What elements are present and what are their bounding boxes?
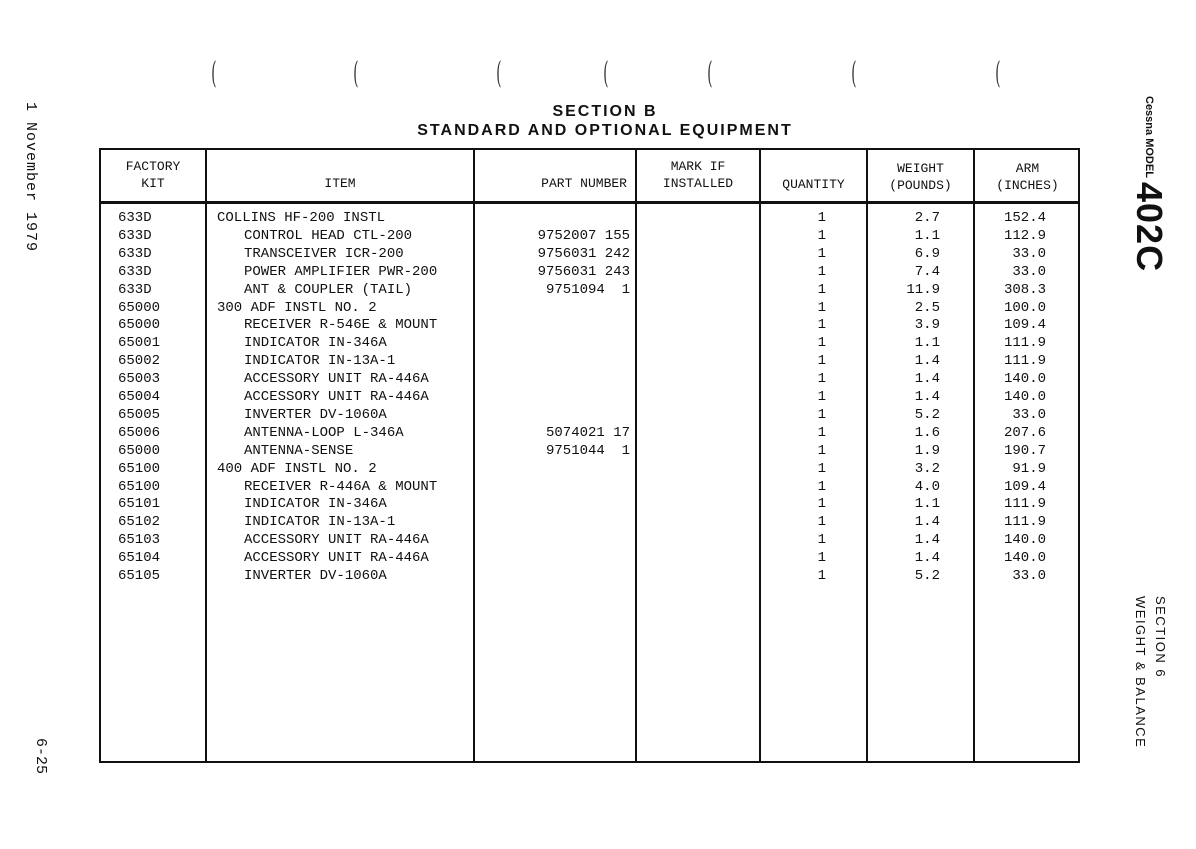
- cell-item: INVERTER DV-1060A: [244, 568, 387, 584]
- cell-weight: 1.1: [914, 227, 940, 244]
- cell-quantity: 1: [817, 371, 826, 388]
- cell-weight: 1.4: [914, 532, 940, 549]
- cell-weight: 5.2: [914, 406, 940, 423]
- cell-quantity: 1: [817, 424, 826, 441]
- cell-item: INDICATOR IN-13A-1: [244, 514, 396, 531]
- cell-arm: 111.9: [1003, 514, 1046, 531]
- header-mark-if-installed: MARK IF INSTALLED: [662, 159, 734, 191]
- cell-quantity: 1: [817, 281, 826, 298]
- cell-quantity: 1: [817, 478, 826, 495]
- cell-factory-kit: 65100: [118, 460, 161, 477]
- cell-part-number: 9751044 1: [545, 442, 630, 459]
- cell-weight: 2.7: [914, 210, 940, 226]
- cell-weight: 1.4: [914, 514, 940, 531]
- cell-item: INVERTER DV-1060A: [244, 406, 387, 423]
- cell-item: TRANSCEIVER ICR-200: [244, 245, 404, 262]
- cell-quantity: 1: [817, 245, 826, 262]
- cell-arm: 100.0: [1003, 299, 1046, 316]
- section-side-label: [1130, 596, 1170, 748]
- cell-item: RECEIVER R-446A & MOUNT: [244, 478, 438, 495]
- binder-mark: (: [496, 56, 502, 91]
- cell-item: ACCESSORY UNIT RA-446A: [244, 550, 429, 567]
- cell-item: ACCESSORY UNIT RA-446A: [244, 532, 429, 549]
- cell-arm: 111.9: [1003, 335, 1046, 352]
- page-title: STANDARD AND OPTIONAL EQUIPMENT: [417, 122, 793, 139]
- cell-quantity: 1: [817, 550, 826, 567]
- cell-weight: 1.6: [914, 424, 940, 441]
- cell-item: ANTENNA-SENSE: [244, 442, 354, 459]
- cell-arm: 140.0: [1003, 371, 1046, 388]
- cell-factory-kit: 633D: [118, 281, 152, 298]
- cell-weight: 1.1: [914, 496, 940, 513]
- cell-arm: 308.3: [1003, 281, 1046, 298]
- cell-item: ACCESSORY UNIT RA-446A: [244, 371, 429, 388]
- cell-factory-kit: 65105: [118, 568, 161, 584]
- cell-arm: 207.6: [1003, 424, 1046, 441]
- cell-arm: 190.7: [1003, 442, 1046, 459]
- cell-arm: 33.0: [1012, 245, 1046, 262]
- cell-part-number: 5074021 17: [545, 424, 630, 441]
- cell-item: INDICATOR IN-13A-1: [244, 353, 396, 370]
- cell-item: RECEIVER R-546E & MOUNT: [244, 317, 438, 334]
- cell-item: ANT & COUPLER (TAIL): [244, 281, 413, 298]
- cell-arm: 91.9: [1012, 460, 1046, 477]
- header-divider: [99, 201, 1080, 204]
- header-arm: ARM (INCHES): [996, 161, 1059, 193]
- cell-item: 400 ADF INSTL NO. 2: [217, 460, 377, 477]
- cell-weight: 1.1: [914, 335, 940, 352]
- cell-quantity: 1: [817, 335, 826, 352]
- cell-item: ANTENNA-LOOP L-346A: [244, 424, 404, 441]
- binder-mark: (: [851, 56, 857, 91]
- cell-factory-kit: 65102: [118, 514, 161, 531]
- section-side-number: SECTION 6: [1153, 596, 1168, 679]
- cell-quantity: 1: [817, 227, 826, 244]
- cell-weight: 3.2: [914, 460, 940, 477]
- cell-factory-kit: 65104: [118, 550, 161, 567]
- cell-factory-kit: 65000: [118, 299, 161, 316]
- cell-arm: 109.4: [1003, 317, 1046, 334]
- cell-quantity: 1: [817, 406, 826, 423]
- cell-arm: 33.0: [1012, 568, 1046, 584]
- cell-quantity: 1: [817, 568, 826, 584]
- issue-date: 1 November 1979: [22, 102, 39, 253]
- cell-arm: 111.9: [1003, 496, 1046, 513]
- header-factory-kit: FACTORY KIT: [125, 159, 181, 191]
- cell-arm: 140.0: [1003, 532, 1046, 549]
- cell-factory-kit: 65000: [118, 442, 161, 459]
- cell-quantity: 1: [817, 299, 826, 316]
- cell-item: ACCESSORY UNIT RA-446A: [244, 389, 429, 405]
- cell-arm: 33.0: [1012, 406, 1046, 423]
- cell-quantity: 1: [817, 353, 826, 370]
- cell-factory-kit: 65004: [118, 389, 161, 405]
- cell-quantity: 1: [817, 532, 826, 549]
- cell-quantity: 1: [817, 317, 826, 334]
- cell-quantity: 1: [817, 389, 826, 405]
- cell-item: INDICATOR IN-346A: [244, 496, 387, 513]
- cell-weight: 3.9: [914, 317, 940, 334]
- section-side-name: WEIGHT & BALANCE: [1133, 596, 1148, 749]
- cell-weight: 1.4: [914, 550, 940, 567]
- cell-weight: 2.5: [914, 299, 940, 316]
- binder-mark: (: [353, 56, 359, 91]
- cell-part-number: 9756031 243: [537, 263, 630, 280]
- cell-item: CONTROL HEAD CTL-200: [244, 227, 413, 244]
- cell-quantity: 1: [817, 442, 826, 459]
- cell-factory-kit: 633D: [118, 210, 152, 226]
- brand-label: Cessna MODEL: [1143, 96, 1155, 178]
- cell-factory-kit: 65001: [118, 335, 161, 352]
- cell-part-number: 9751094 1: [545, 281, 630, 298]
- cell-weight: 7.4: [914, 263, 940, 280]
- cell-weight: 5.2: [914, 568, 940, 584]
- cell-factory-kit: 65003: [118, 371, 161, 388]
- column-divider: [205, 148, 207, 763]
- header-part-number: PART NUMBER: [541, 176, 627, 191]
- cell-quantity: 1: [817, 210, 826, 226]
- cell-arm: 112.9: [1003, 227, 1046, 244]
- cell-arm: 140.0: [1003, 389, 1046, 405]
- cell-quantity: 1: [817, 263, 826, 280]
- cell-factory-kit: 65006: [118, 424, 161, 441]
- cell-item: COLLINS HF-200 INSTL: [217, 210, 386, 226]
- cell-arm: 140.0: [1003, 550, 1046, 567]
- cell-quantity: 1: [817, 460, 826, 477]
- model-number: 402C: [1129, 181, 1170, 272]
- cell-arm: 152.4: [1003, 210, 1046, 226]
- cell-quantity: 1: [817, 514, 826, 531]
- header-item: ITEM: [324, 176, 356, 191]
- cell-weight: 4.0: [914, 478, 940, 495]
- cell-factory-kit: 65002: [118, 353, 161, 370]
- cell-weight: 1.4: [914, 371, 940, 388]
- cell-quantity: 1: [817, 496, 826, 513]
- binder-mark: (: [707, 56, 713, 91]
- page-number: 6-25: [32, 738, 49, 775]
- cell-weight: 11.9: [906, 281, 940, 298]
- cell-factory-kit: 633D: [118, 227, 152, 244]
- cell-arm: 111.9: [1003, 353, 1046, 370]
- cell-item: INDICATOR IN-346A: [244, 335, 387, 352]
- binder-mark: (: [211, 56, 217, 91]
- cell-weight: 1.4: [914, 389, 940, 405]
- cell-item: 300 ADF INSTL NO. 2: [217, 299, 377, 316]
- cell-weight: 1.9: [914, 442, 940, 459]
- column-divider: [635, 148, 637, 763]
- cell-part-number: 9756031 242: [537, 245, 630, 262]
- cell-item: POWER AMPLIFIER PWR-200: [244, 263, 438, 280]
- cell-factory-kit: 65005: [118, 406, 161, 423]
- cell-arm: 109.4: [1003, 478, 1046, 495]
- cell-factory-kit: 65103: [118, 532, 161, 549]
- cell-factory-kit: 633D: [118, 245, 152, 262]
- cell-factory-kit: 65100: [118, 478, 161, 495]
- header-weight: WEIGHT (POUNDS): [889, 161, 952, 193]
- binder-mark: (: [603, 56, 609, 91]
- header-quantity: QUANTITY: [782, 177, 845, 192]
- cell-weight: 6.9: [914, 245, 940, 262]
- cell-weight: 1.4: [914, 353, 940, 370]
- cell-part-number: 9752007 155: [537, 227, 630, 244]
- cell-factory-kit: 65101: [118, 496, 161, 513]
- cell-arm: 33.0: [1012, 263, 1046, 280]
- binder-mark: (: [995, 56, 1001, 91]
- cell-factory-kit: 633D: [118, 263, 152, 280]
- cell-factory-kit: 65000: [118, 317, 161, 334]
- section-title: SECTION B: [552, 103, 658, 120]
